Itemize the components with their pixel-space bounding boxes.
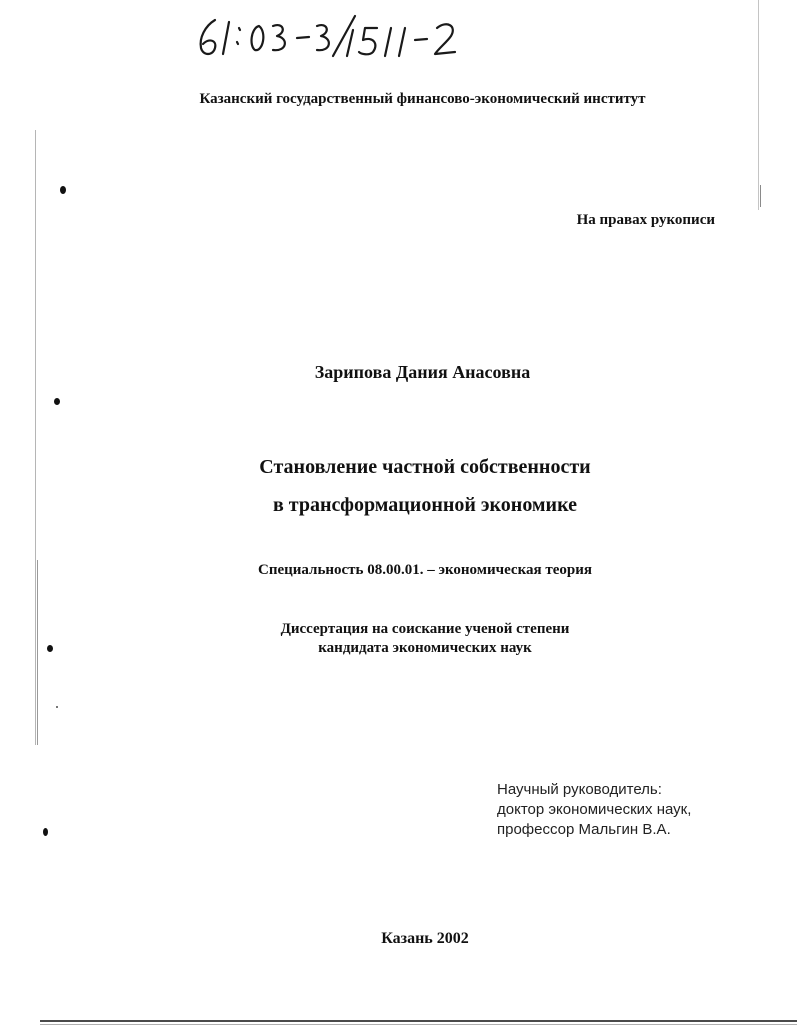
scan-right-edge [758,0,759,210]
degree-line-1: Диссертация на соискание ученой степени [280,621,570,637]
punch-hole-mark [43,828,48,836]
supervisor-label: Научный руководитель: [497,781,662,798]
city-year: Казань 2002 [381,930,469,947]
punch-hole-mark [60,186,66,194]
scan-bottom-edge [40,1020,797,1022]
dissertation-title-line-2: в трансформационной экономике [273,494,577,516]
supervisor-degree: доктор экономических наук, [497,801,692,818]
dissertation-title-line-1: Становление частной собственности [259,456,591,478]
author-name: Зарипова Дания Анасовна [314,362,531,382]
handwritten-archive-code [193,12,513,64]
degree-line-2: кандидата экономических наук [318,640,532,656]
punch-hole-mark [54,398,60,405]
scan-speck [56,706,58,708]
supervisor-block [497,780,691,840]
supervisor-name: профессор Мальгин В.А. [497,821,671,838]
institution-name: Казанский государственный финансово-экономический институт [199,91,646,107]
specialty-line: Специальность 08.00.01. – экономическая теория [257,562,592,578]
manuscript-rights-note: На правах рукописи [576,212,715,228]
scan-bottom-edge-light [40,1024,797,1025]
scan-right-edge-dark [760,185,761,207]
